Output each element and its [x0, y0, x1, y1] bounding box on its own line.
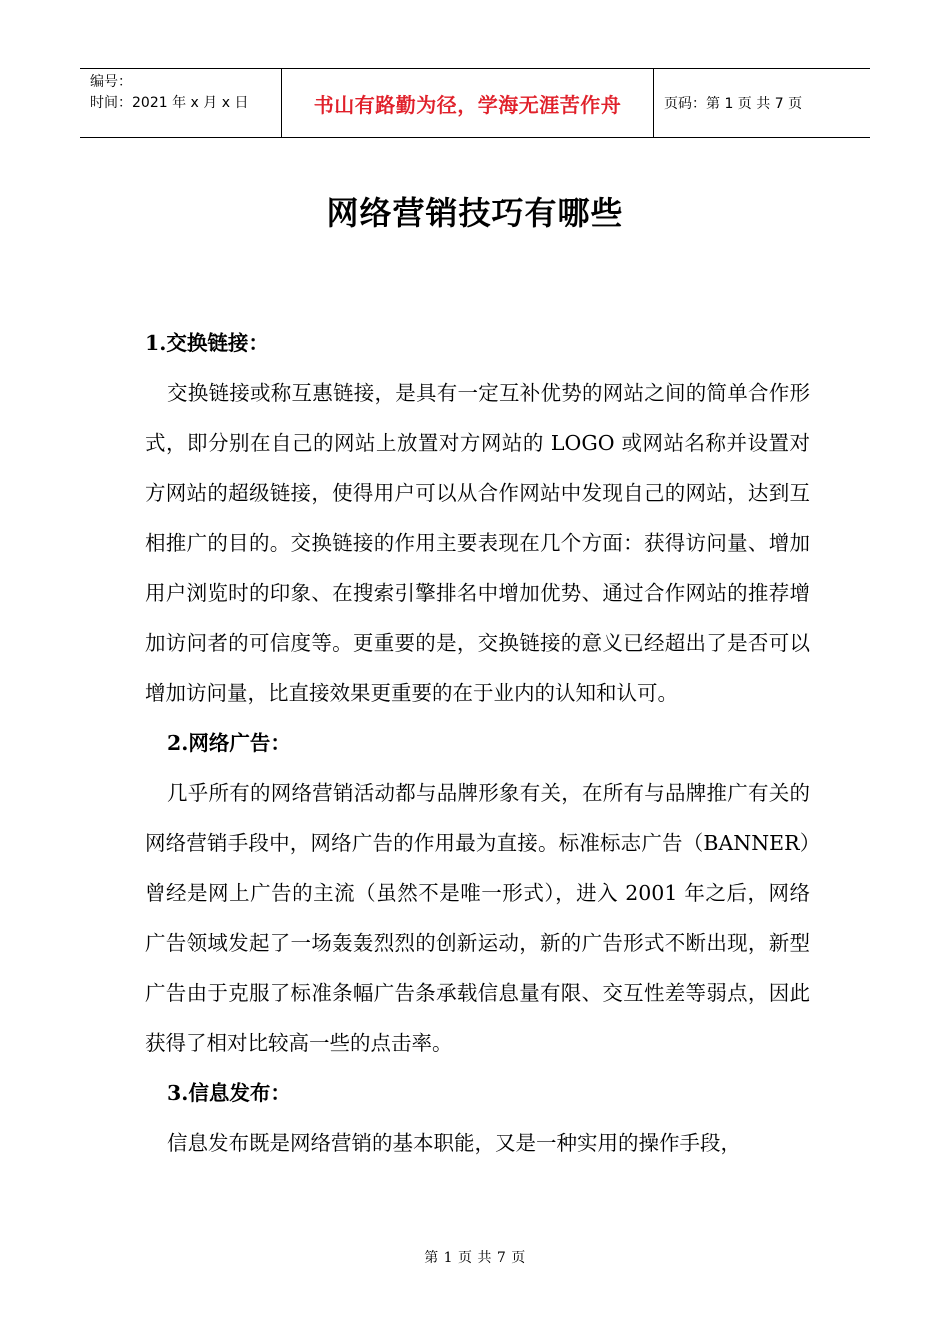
section-paragraph: 信息发布既是网络营销的基本职能，又是一种实用的操作手段，	[167, 1131, 741, 1155]
number-label: 编号：	[90, 74, 132, 90]
header-motto: 书山有路勤为径，学海无涯苦作舟	[282, 69, 654, 137]
section-heading: 1.交换链接：	[145, 331, 269, 355]
section-heading: 3.信息发布：	[167, 1081, 291, 1105]
document-title: 网络营销技巧有哪些	[326, 194, 624, 232]
section-paragraph: 交换链接或称互惠链接，是具有一定互补优势的网站之间的简单合作形式，即分别在自己的网站上放置对方网站的 LOGO 或网站名称并设置对方网站的超级链接，使得用户可以从合作网站中发现自己的网站，达到互相推广的目的。交换链接的作用主要表现在几个方面：获得访问量、增加用户浏览时的印象、在搜索引擎排名中增加优势、通过合作网站的推荐增加访问者的可信度等。更重要的是，交换链接的意义已经超出了是否可以增加访问量，比直接效果更重要的在于业内的认知和认可。	[145, 381, 810, 705]
section-heading: 2.网络广告：	[167, 731, 291, 755]
header-table	[80, 68, 870, 138]
section-paragraph: 几乎所有的网络营销活动都与品牌形象有关，在所有与品牌推广有关的网络营销手段中，网络广告的作用最为直接。标准标志广告（BANNER）曾经是网上广告的主流（虽然不是唯一形式），进入 2001 年之后，网络广告领域发起了一场轰轰烈烈的创新运动，新的广告形式不断出现，新型广告由于克服了标准条幅广告条承载信息量有限、交互性差等弱点，因此获得了相对比较高一些的点击率。	[145, 781, 810, 1055]
header-left-cell	[80, 69, 282, 137]
header-page-info: 页码：第 1 页 共 7 页	[664, 96, 803, 112]
time-label: 时间：2021 年 x 月 x 日	[90, 95, 249, 111]
page-footer: 第 1 页 共 7 页	[424, 1250, 526, 1266]
document-body	[145, 318, 810, 1168]
